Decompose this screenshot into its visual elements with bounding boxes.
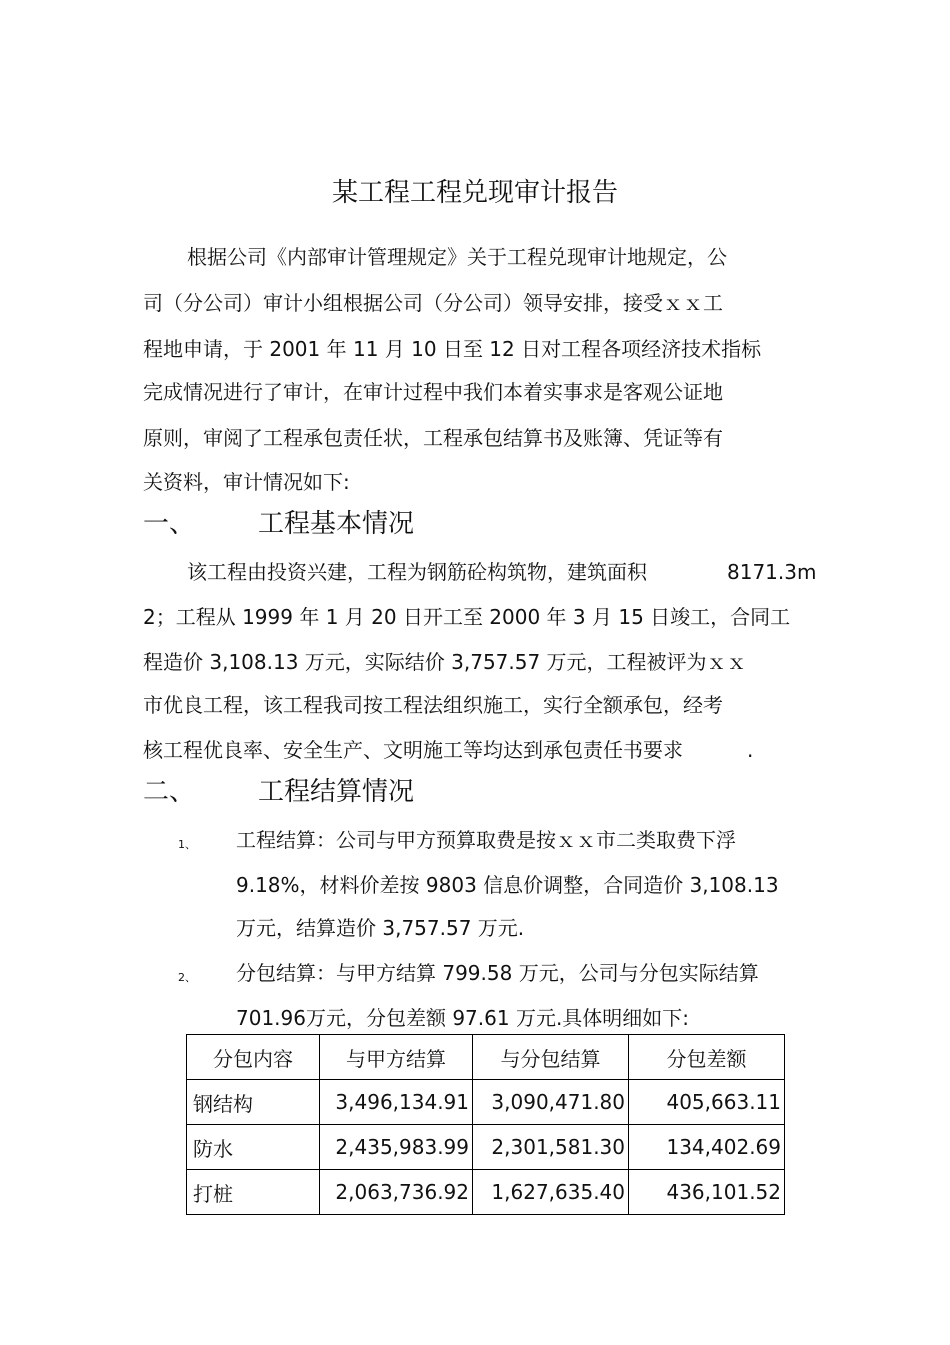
section-heading: 工程结算情况 [258,777,415,807]
section-number: 二、 [143,777,196,807]
table-cell: 2,301,581.30 [473,1125,629,1170]
list-item-line: 万元，结算造价 3,757.57 万元. [236,916,525,940]
list-item-line: 工程结算：公司与甲方预算取费是按ｘｘ市二类取费下浮 [236,828,736,852]
subcontract-table [186,1034,785,1215]
table-cell: 防水 [187,1125,320,1170]
list-item-line: 701.96万元，分包差额 97.61 万元.具体明细如下: [236,1006,690,1030]
section-number: 一、 [143,509,196,539]
list-marker: 1、 [178,838,196,851]
table-header-cell: 与分包结算 [473,1035,629,1080]
section-heading: 工程基本情况 [258,509,415,539]
table-header-cell: 分包内容 [187,1035,320,1080]
list-item-line: 分包结算：与甲方结算 799.58 万元，公司与分包实际结算 [236,961,759,985]
section-line: 程造价 3,108.13 万元，实际结价 3,757.57 万元，工程被评为ｘｘ [143,650,747,674]
table-row [187,1170,785,1215]
table-cell: 3,090,471.80 [473,1080,629,1125]
page-title: 某工程工程兑现审计报告 [331,178,618,208]
section-line-end: . [747,738,754,762]
intro-line: 完成情况进行了审计，在审计过程中我们本着实事求是客观公证地 [143,380,723,404]
list-item-line: 9.18%，材料价差按 9803 信息价调整，合同造价 3,108.13 [236,873,779,897]
intro-line: 关资料，审计情况如下: [143,470,350,494]
table-header-row [187,1035,785,1080]
table-row [187,1125,785,1170]
table-cell: 1,627,635.40 [473,1170,629,1215]
section-line: 核工程优良率、安全生产、文明施工等均达到承包责任书要求 [143,738,683,762]
table-cell: 打桩 [187,1170,320,1215]
intro-line: 司（分公司）审计小组根据公司（分公司）领导安排，接受ｘｘ工 [143,291,723,315]
table-header-cell: 分包差额 [629,1035,785,1080]
section-line: 2；工程从 1999 年 1 月 20 日开工至 2000 年 3 月 15 日竣工，合同工 [143,605,791,629]
table-cell: 134,402.69 [629,1125,785,1170]
table-cell: 2,435,983.99 [320,1125,473,1170]
intro-line: 原则，审阅了工程承包责任状，工程承包结算书及账簿、凭证等有 [143,426,723,450]
section-line: 市优良工程，该工程我司按工程法组织施工，实行全额承包，经考 [143,693,723,717]
intro-line: 根据公司《内部审计管理规定》关于工程兑现审计地规定，公 [187,245,727,269]
table-row [187,1080,785,1125]
table-cell: 2,063,736.92 [320,1170,473,1215]
list-marker: 2、 [178,971,196,984]
table-cell: 钢结构 [187,1080,320,1125]
table-cell: 436,101.52 [629,1170,785,1215]
section-value: 8171.3m [727,560,817,584]
table-cell: 405,663.11 [629,1080,785,1125]
table-cell: 3,496,134.91 [320,1080,473,1125]
section-line: 该工程由投资兴建，工程为钢筋砼构筑物，建筑面积 [187,560,647,584]
intro-line: 程地申请，于 2001 年 11 月 10 日至 12 日对工程各项经济技术指标 [143,337,762,361]
table-header-cell: 与甲方结算 [320,1035,473,1080]
